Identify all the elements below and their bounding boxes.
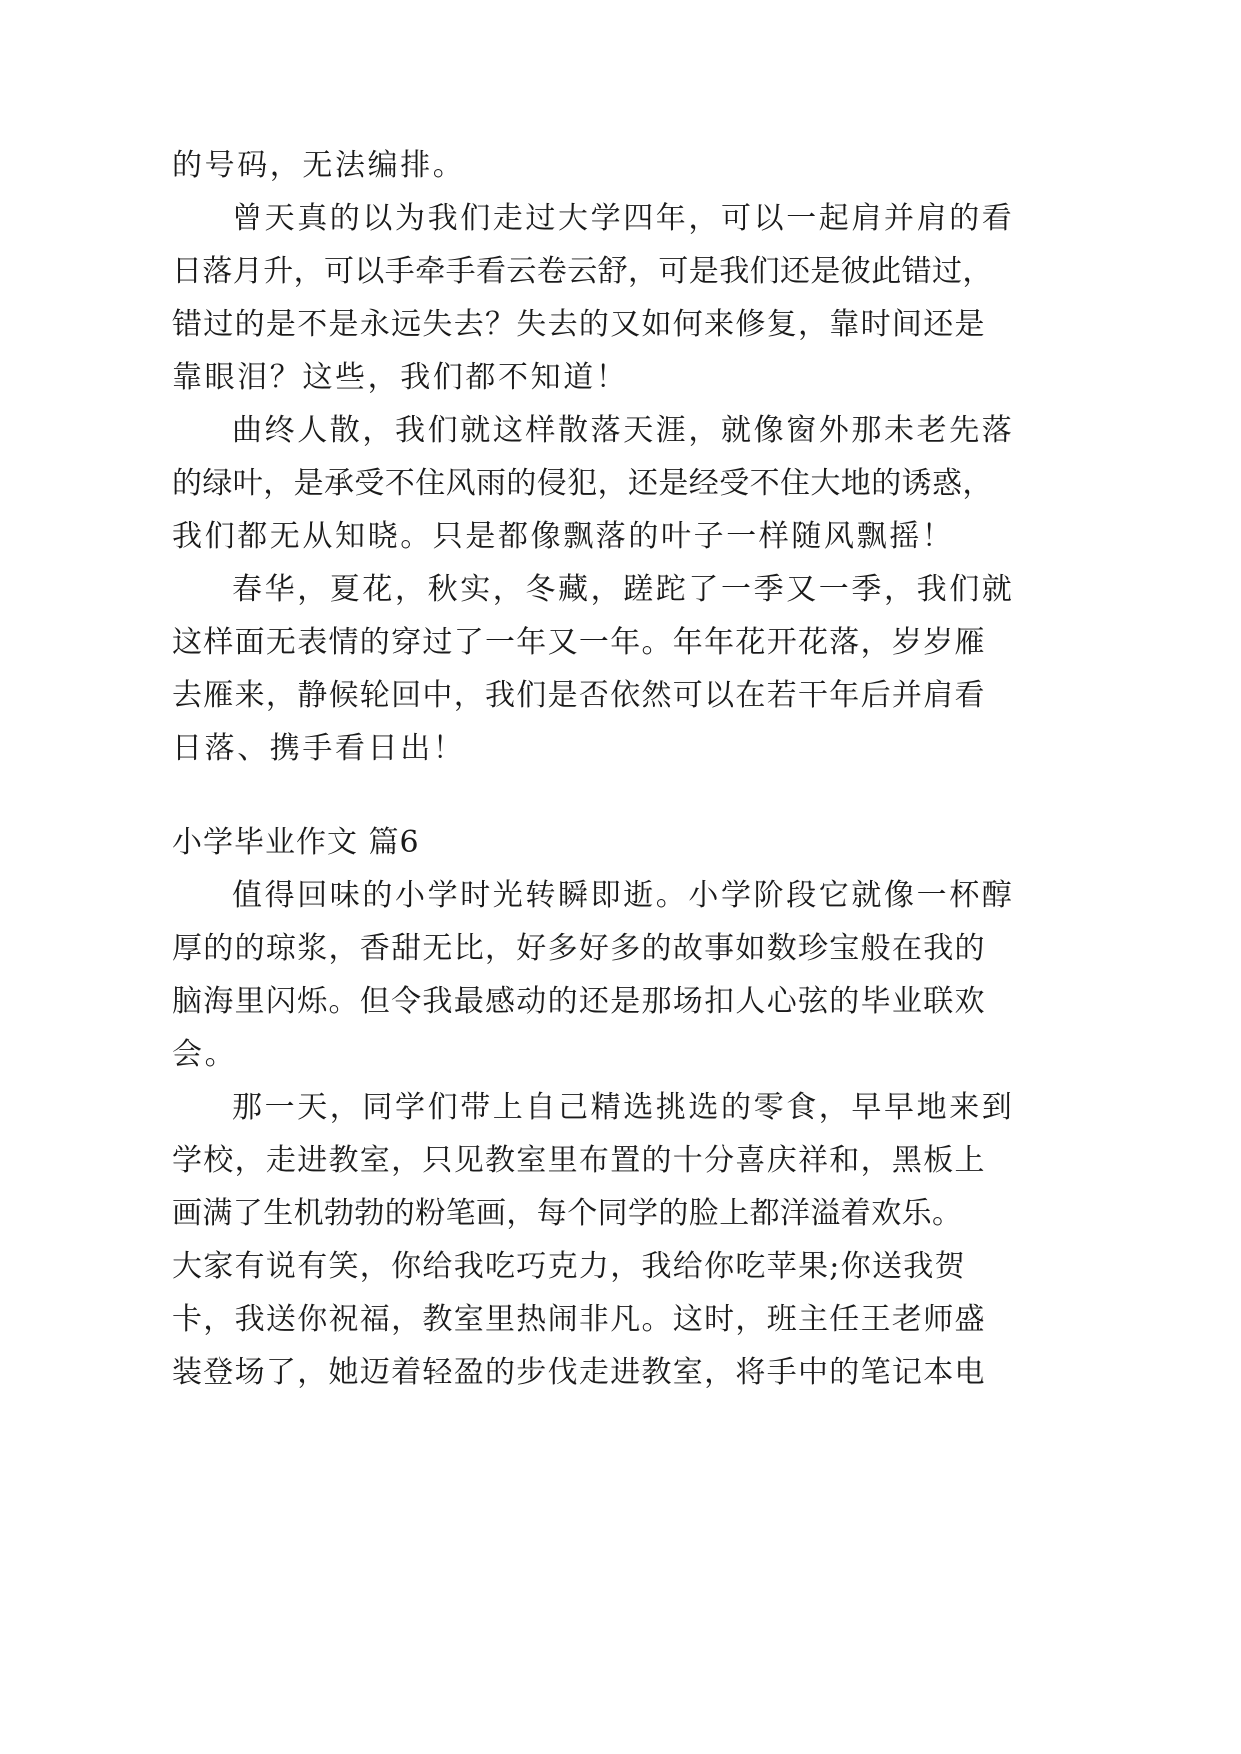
document-page: 的号码，无法编排。 曾天真的以为我们走过大学四年，可以一起肩并肩的看 日落月升，可以手牵手看云卷云舒，可是我们还是彼此错过， 错过的是不是永远失去？失去的又如何来修复，靠时间还是 靠眼泪？这些，我们都不知道！ 曲终人散，我们就这样散落天涯，就像窗外那未老先落 的绿叶，是承受不住风雨的侵犯，还是经受不住大地的诱惑， 我们都无从知晓。只是都像飘落的叶子一样随风飘摇！ 春华，夏花，秋实，冬藏，蹉跎了一季又一季，我们就 这样面无表情的穿过了一年又一年。年年花开花落，岁岁雁 去雁来，静候轮回中，我们是否依然可以在若干年后并肩看 日落、携手看日出！ 小学毕业作文 篇6 值得回味的小学时光转瞬即逝。小学阶段它就像一杯醇 厚的的琼浆，香甜无比，好多好多的故事如数珍宝般在我的 脑海里闪烁。但令我最感动的还是那场扣人心弦的毕业联欢 会。 那一天，同学们带上自己精选挑选的零食，早早地来到 学校，走进教室，只见教室里布置的十分喜庆祥和，黑板上 画满了生机勃勃的粉笔画，每个同学的脸上都洋溢着欢乐。 大家有说有笑，你给我吃巧克力，我给你吃苹果;你送我贺 卡，我送你祝福，教室里热闹非凡。这时，班主任王老师盛 装登场了，她迈着轻盈的步伐走进教室，将手中的笔记本电 [172,148,1015,1390]
